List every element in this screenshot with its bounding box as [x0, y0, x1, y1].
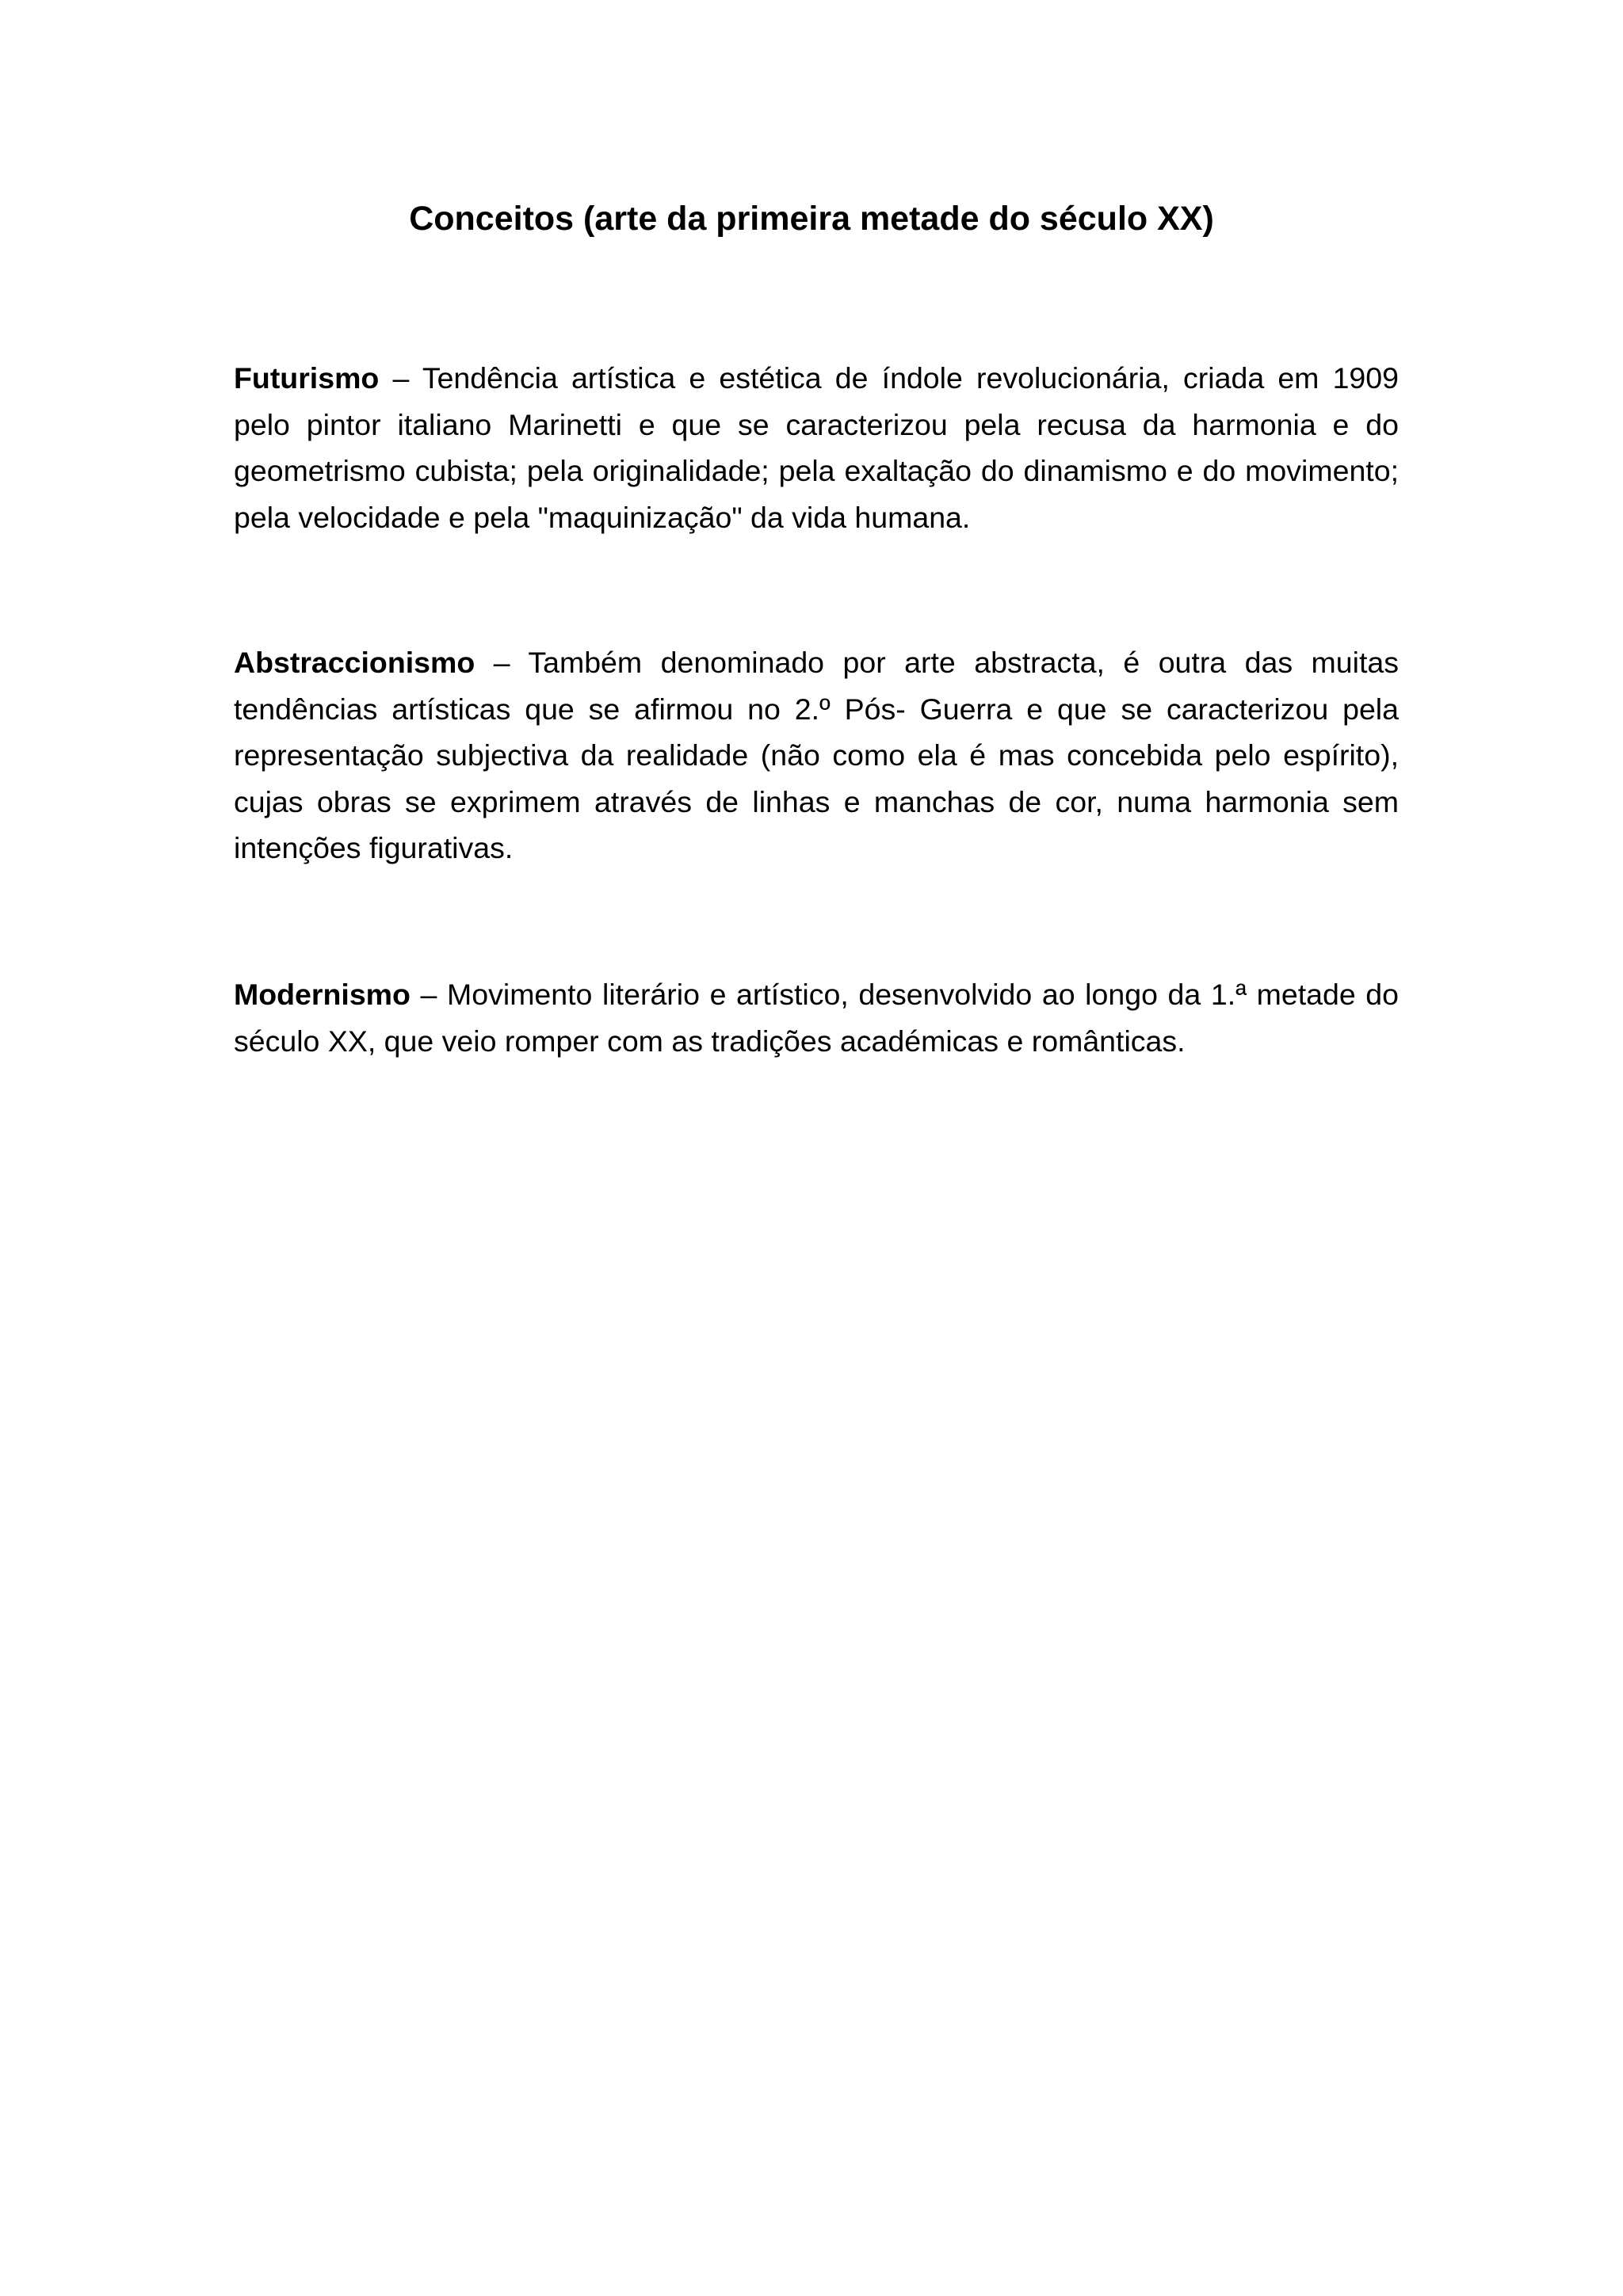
definition-abstraccionismo: [234, 639, 1399, 871]
definition-modernismo: [234, 971, 1399, 1064]
term-separator: –: [475, 646, 529, 679]
definition-text: Movimento literário e artístico, desenvolvido ao longo da 1.ª metade do século XX, que veio romper com as tradições académicas e românticas.: [234, 978, 1399, 1058]
definition-futurismo: [234, 355, 1399, 540]
term-label: Modernismo: [234, 978, 411, 1011]
definition-text: Tendência artística e estética de índole revolucionária, criada em 1909 pelo pintor italiano Marinetti e que se caracterizou pela recusa da harmonia e do geometrismo cubista; pela originalidade; pela exaltação do dinamismo e do movimento; pela velocidade e pela "maquinização" da vida humana.: [234, 361, 1400, 534]
definition-text: Também denominado por arte abstracta, é outra das muitas tendências artísticas que se afirmou no 2.º Pós- Guerra e que se caracterizou pela representação subjectiva da realidade (não como ela é mas concebida pelo espírito), cujas obras se exprimem através de linhas e manchas de cor, numa harmonia sem intenções figurativas.: [234, 646, 1400, 864]
term-label: Futurismo: [234, 361, 380, 395]
term-label: Abstraccionismo: [234, 646, 475, 679]
page-title: Conceitos (arte da primeira metade do século XX): [409, 200, 1214, 238]
term-separator: –: [410, 978, 448, 1011]
term-separator: –: [379, 361, 422, 395]
